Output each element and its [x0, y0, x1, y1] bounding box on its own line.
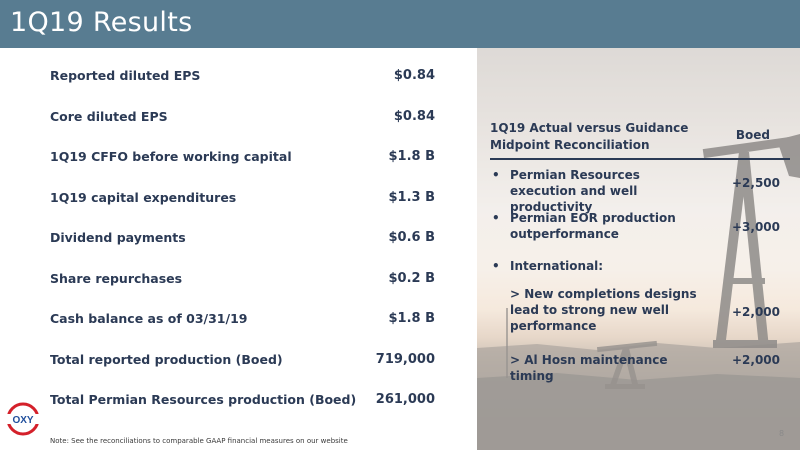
unit-header: Boed	[735, 128, 770, 142]
footnote: Note: See the reconciliations to comparable GAAP financial measures on our website	[50, 437, 348, 445]
item-text: > Al Hosn maintenance timing	[510, 353, 668, 383]
item-text: International:	[510, 259, 604, 273]
row-value: $0.6 B	[388, 230, 435, 245]
item-value: +3,000	[731, 220, 780, 234]
item-text: > New completions designs lead to strong new well performance	[510, 287, 697, 333]
item-text: Permian Resources execution and well productivity	[510, 168, 640, 214]
item-value: +2,500	[731, 176, 780, 190]
item-text: Permian EOR production outperformance	[510, 211, 676, 241]
table-row	[50, 382, 435, 423]
table-row	[50, 342, 435, 383]
logo-mark	[6, 402, 40, 436]
bullet: •	[492, 211, 500, 225]
photo-overlay	[477, 48, 800, 450]
row-value: $0.84	[393, 68, 435, 83]
oxy-logo	[6, 402, 40, 436]
row-label: Cash balance as of 03/31/19	[50, 311, 248, 326]
oilfield-photo	[477, 48, 800, 450]
row-value: 719,000	[375, 351, 435, 367]
slide-header	[0, 0, 800, 48]
row-label: Dividend payments	[50, 230, 186, 245]
row-value: $0.2 B	[388, 270, 435, 286]
logo-text: OXY	[12, 415, 34, 426]
table-row	[50, 180, 435, 221]
table-row	[50, 301, 435, 342]
guidance-reconciliation	[490, 120, 790, 383]
row-label: 1Q19 capital expenditures	[50, 189, 237, 205]
table-row	[50, 58, 435, 99]
table-row	[50, 261, 435, 302]
row-label: Total reported production (Boed)	[50, 351, 283, 367]
row-label: Reported diluted EPS	[50, 68, 201, 83]
row-value: $1.8 B	[388, 311, 435, 326]
bullet: •	[492, 259, 500, 273]
results-table	[50, 58, 435, 423]
table-row	[50, 99, 435, 140]
row-value: 261,000	[375, 392, 435, 407]
row-label: 1Q19 CFFO before working capital	[50, 149, 292, 164]
bullet: •	[492, 168, 500, 182]
item-value: +2,000	[731, 305, 780, 319]
table-row	[50, 139, 435, 180]
reconciliation-header	[490, 120, 790, 158]
row-label: Share repurchases	[50, 270, 183, 286]
reconciliation-heading: 1Q19 Actual versus Guidance Midpoint Reconciliation	[490, 121, 689, 152]
row-value: $1.8 B	[388, 149, 435, 164]
row-value: $0.84	[393, 108, 435, 124]
page-number: 8	[779, 429, 785, 438]
slide-title: 1Q19 Results	[10, 7, 193, 38]
table-row	[50, 220, 435, 261]
row-value: $1.3 B	[388, 189, 435, 205]
row-label: Total Permian Resources production (Boed)	[50, 392, 357, 407]
row-label: Core diluted EPS	[50, 108, 168, 124]
header-divider	[490, 158, 790, 160]
item-value: +2,000	[731, 353, 780, 367]
